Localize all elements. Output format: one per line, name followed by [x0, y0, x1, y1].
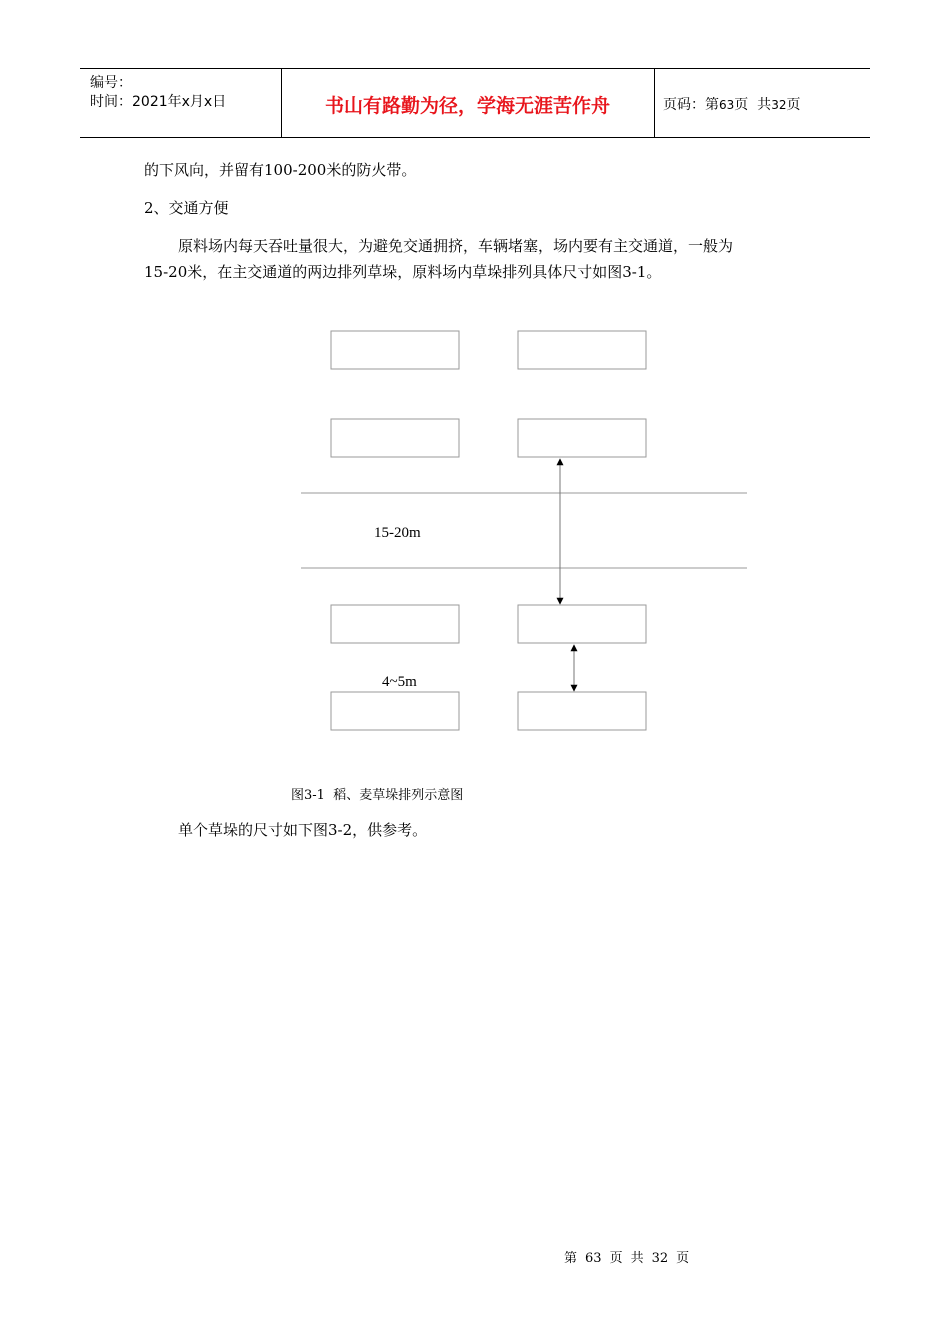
- haystack-box: [518, 605, 646, 643]
- row-spacing-label: 4~5m: [382, 674, 417, 690]
- page-code-mid: 页 共: [734, 97, 772, 113]
- header-motto: 书山有路勤为径，学海无涯苦作舟: [324, 95, 610, 117]
- haystack-box: [518, 331, 646, 369]
- footer-gong: 共: [630, 1251, 644, 1266]
- figure-caption: 图3-1 稻、麦草垛排列示意图: [291, 788, 464, 803]
- page-code-number: 63: [719, 98, 735, 112]
- haystack-box: [331, 692, 459, 730]
- body-reference-line: 单个草垛的尺寸如下图3-2，供参考。: [178, 821, 428, 839]
- footer-total-pages: 32: [651, 1251, 669, 1266]
- haystack-box: [331, 605, 459, 643]
- haystack-box: [331, 331, 459, 369]
- body-paragraph-line-1: 原料场内每天吞吐量很大，为避免交通拥挤，车辆堵塞，场内要有主交通道，一般为: [178, 237, 734, 255]
- document-time-label: 时间：2021年x月x日: [90, 94, 227, 110]
- footer-di: 第: [564, 1251, 578, 1266]
- page-code-suffix: 页: [786, 97, 801, 113]
- road-width-label: 15-20m: [374, 525, 421, 541]
- body-line-fire-break: 的下风向，并留有100-200米的防火带。: [144, 161, 417, 179]
- body-paragraph-line-2: 15-20米，在主交通道的两边排列草垛，原料场内草垛排列具体尺寸如图3-1。: [144, 263, 662, 281]
- footer-page-number: 63: [585, 1251, 602, 1266]
- haystack-box: [331, 419, 459, 457]
- page-code-total: 32: [771, 98, 787, 112]
- page-footer: [564, 1247, 697, 1266]
- page-code-prefix: 页码：第: [663, 97, 719, 113]
- document-number-label: 编号：: [90, 75, 132, 91]
- haystack-box: [518, 692, 646, 730]
- haystack-box: [518, 419, 646, 457]
- footer-ye: 页: [609, 1251, 623, 1266]
- footer-ye2: 页: [676, 1251, 690, 1266]
- section-title: 2、交通方便: [144, 199, 229, 217]
